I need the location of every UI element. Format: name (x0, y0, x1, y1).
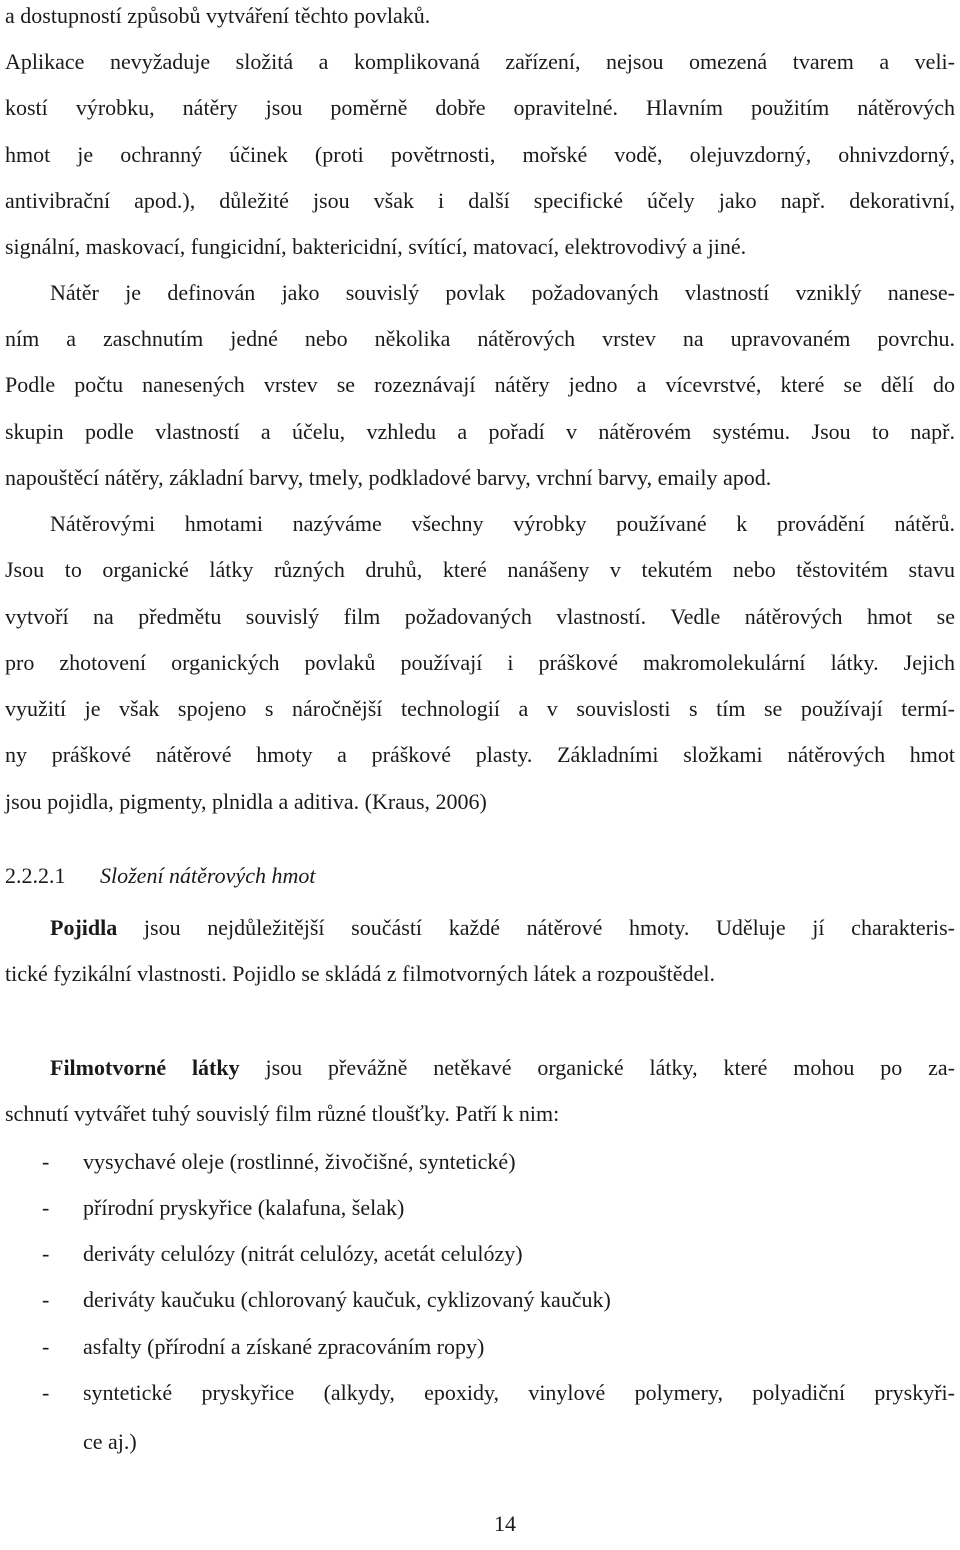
section-heading (5, 862, 315, 890)
paragraph-line: pro zhotovení organických povlaků používají i práškové makromolekulární látky. Jejich (5, 650, 955, 675)
paragraph-line: schnutí vytvářet tuhý souvislý film různé tloušťky. Patří k nim: (5, 1101, 560, 1126)
paragraph-line: vytvoří na předmětu souvislý film požadovaných vlastností. Vedle nátěrových hmot se (5, 604, 955, 629)
paragraph-line: kostí výrobku, nátěry jsou poměrně dobře opravitelné. Hlavním použitím nátěrových (5, 95, 955, 120)
list-dash: - (42, 1195, 50, 1220)
section-number: 2.2.2.1 (5, 863, 66, 888)
list-dash: - (42, 1334, 50, 1359)
list-dash: - (42, 1149, 50, 1174)
paragraph-line: Aplikace nevyžaduje složitá a komplikovaná zařízení, nejsou omezená tvarem a veli- (5, 49, 955, 74)
paragraph-line: signální, maskovací, fungicidní, baktericidní, svítící, matovací, elektrovodivý a jiné. (5, 234, 747, 259)
list-item: vysychavé oleje (rostlinné, živočišné, syntetické) (83, 1149, 516, 1174)
list-item: deriváty kaučuku (chlorovaný kaučuk, cyklizovaný kaučuk) (83, 1287, 611, 1312)
paragraph-line: ním a zaschnutím jedné nebo několika nátěrových vrstev na upravovaném povrchu. (5, 326, 955, 351)
paragraph-line: Pojidla jsou nejdůležitější součástí každé nátěrové hmoty. Uděluje jí charakteris- (50, 915, 955, 940)
paragraph-line: Nátěr je definován jako souvislý povlak požadovaných vlastností vzniklý nanese- (50, 280, 955, 305)
paragraph-line: jsou pojidla, pigmenty, plnidla a aditiva. (Kraus, 2006) (5, 789, 487, 814)
paragraph-line: antivibrační apod.), důležité jsou však i další specifické účely jako např. dekorativní, (5, 188, 955, 213)
list-dash: - (42, 1380, 50, 1405)
paragraph-line: Filmotvorné látky jsou převážně netěkavé organické látky, které mohou po za- (50, 1055, 955, 1080)
term-pojidla: Pojidla (50, 915, 118, 940)
list-item: asfalty (přírodní a získané zpracováním ropy) (83, 1334, 485, 1359)
paragraph-line: ny práškové nátěrové hmoty a práškové plasty. Základními složkami nátěrových hmot (5, 742, 955, 767)
page-number: 14 (494, 1511, 516, 1536)
list-dash: - (42, 1287, 50, 1312)
paragraph-line: napouštěcí nátěry, základní barvy, tmely, podkladové barvy, vrchní barvy, emaily apod. (5, 465, 772, 490)
paragraph-line: využití je však spojeno s náročnější technologií a v souvislosti s tím se používají termí- (5, 696, 955, 721)
paragraph-line: Jsou to organické látky různých druhů, které nanášeny v tekutém nebo těstovitém stavu (5, 557, 955, 582)
list-item: přírodní pryskyřice (kalafuna, šelak) (83, 1195, 405, 1220)
paragraph-line: Nátěrovými hmotami nazýváme všechny výrobky používané k provádění nátěrů. (50, 511, 955, 536)
list-dash: - (42, 1241, 50, 1266)
paragraph-line: a dostupností způsobů vytváření těchto povlaků. (5, 3, 431, 28)
paragraph-line: tické fyzikální vlastnosti. Pojidlo se skládá z filmotvorných látek a rozpouštědel. (5, 961, 715, 986)
paragraph-line: skupin podle vlastností a účelu, vzhledu a pořadí v nátěrovém systému. Jsou to např. (5, 419, 955, 444)
paragraph-line: hmot je ochranný účinek (proti povětrnosti, mořské vodě, olejuvzdorný, ohnivzdorný, (5, 142, 955, 167)
list-item: deriváty celulózy (nitrát celulózy, acetát celulózy) (83, 1241, 523, 1266)
list-item-continuation: ce aj.) (83, 1429, 137, 1454)
list-item: syntetické pryskyřice (alkydy, epoxidy, vinylové polymery, polyadiční pryskyři- (83, 1380, 955, 1405)
section-title: Složení nátěrových hmot (100, 863, 316, 888)
term-filmotvorne: Filmotvorné látky (50, 1055, 240, 1080)
paragraph-line: Podle počtu nanesených vrstev se rozeznávají nátěry jedno a vícevrstvé, které se dělí do (5, 372, 955, 397)
